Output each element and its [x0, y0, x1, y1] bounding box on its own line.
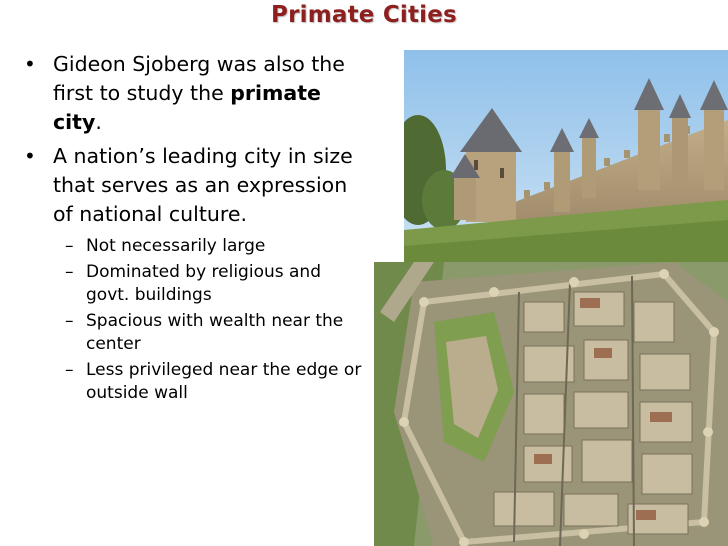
bullet-icon: • — [24, 52, 36, 76]
bullet-icon: • — [24, 144, 36, 169]
dash-icon: – — [65, 360, 74, 381]
sub-bullet-text: Dominated by religious and govt. buildings — [86, 262, 321, 305]
sub-bullet-item — [20, 310, 368, 355]
aerial-walled-city-photo — [374, 262, 728, 546]
dash-icon: – — [65, 311, 74, 332]
bullet-item-definition — [20, 142, 368, 228]
sub-bullet-item — [20, 235, 368, 258]
sub-bullet-item — [20, 359, 368, 404]
bullet-bold-term: primate city — [53, 80, 321, 134]
bullet-item-sjoberg — [20, 50, 368, 136]
sub-bullet-text: Less privileged near the edge or outside wall — [86, 360, 362, 403]
sub-bullet-text: Not necessarily large — [86, 235, 266, 256]
castle-walls-photo — [404, 50, 728, 262]
dash-icon: – — [65, 235, 74, 256]
bullet-text: A nation’s leading city in size that serves as an expression of national culture. — [53, 144, 353, 226]
bullet-text-end: . — [95, 109, 102, 134]
dash-icon: – — [65, 262, 74, 283]
bullet-list — [20, 50, 368, 404]
bullet-text: Gideon Sjoberg was also the first to study the — [53, 52, 345, 105]
sub-bullet-text: Spacious with wealth near the center — [86, 311, 344, 354]
slide-title: Primate Cities — [271, 2, 457, 28]
sub-bullet-item — [20, 261, 368, 306]
